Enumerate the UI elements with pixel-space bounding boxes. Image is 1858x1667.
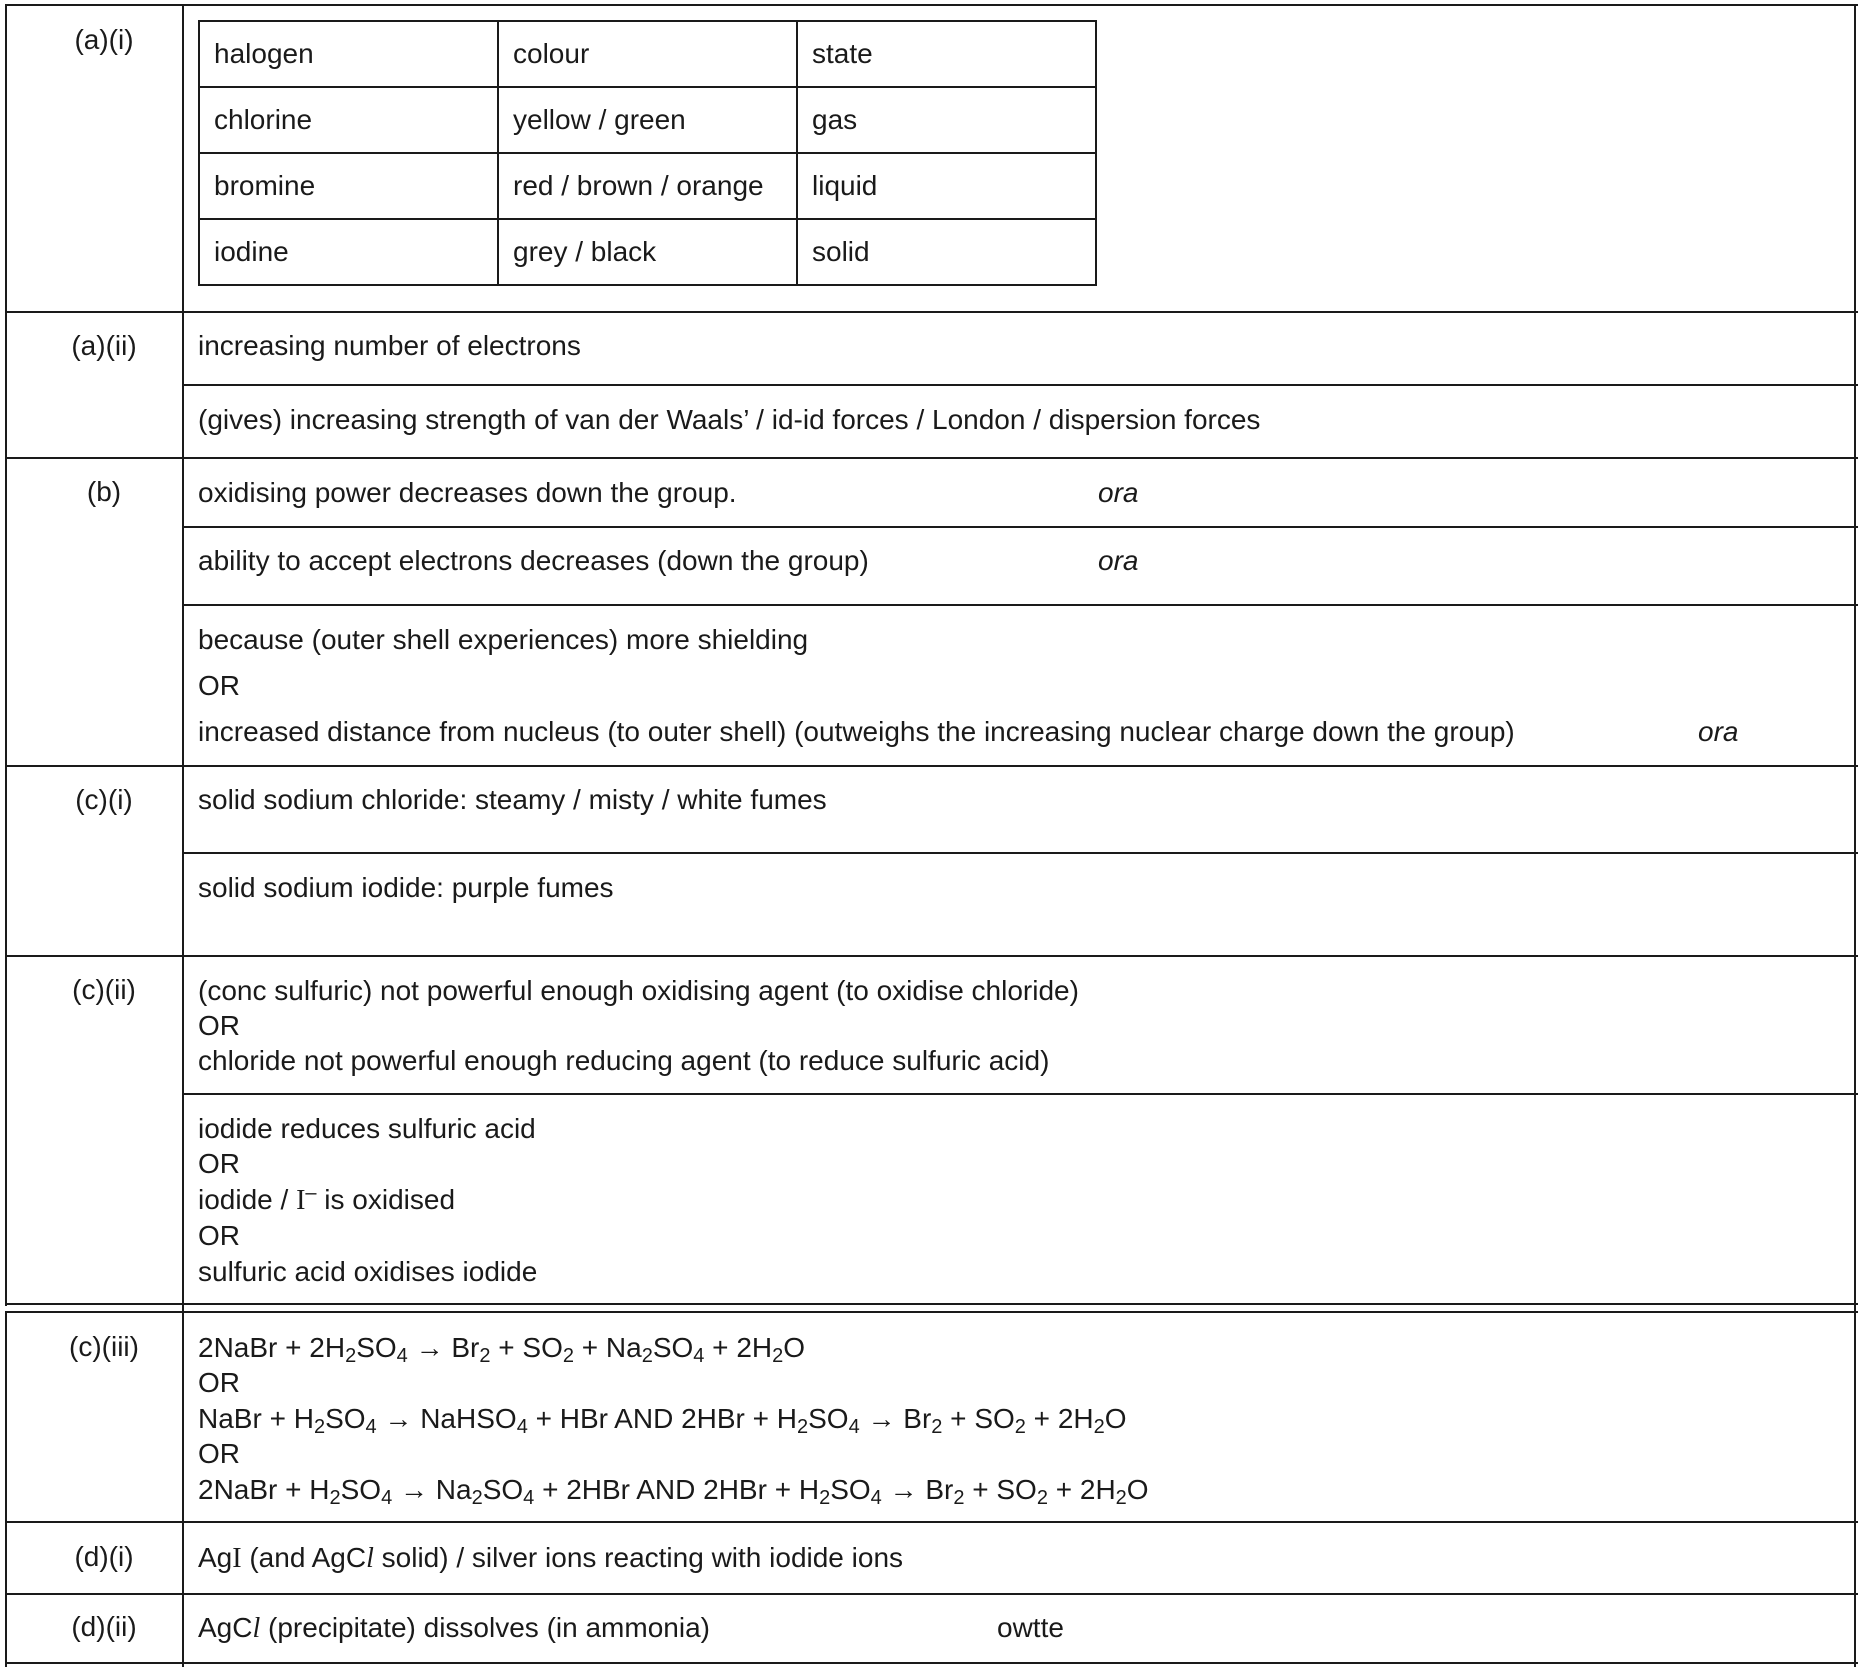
row-divider: [6, 955, 1858, 957]
table-cell: state: [797, 21, 1096, 87]
answer-text: ability to accept electrons decreases (down the group): [198, 545, 869, 576]
table-row: [199, 219, 1096, 285]
halogen-table: [198, 20, 1097, 286]
table-cell: yellow / green: [498, 87, 797, 153]
table-cell: halogen: [199, 21, 498, 87]
answer-text: oxidising power decreases down the group.: [198, 477, 737, 508]
or-text: OR: [198, 1438, 240, 1469]
question-label: (a)(i): [74, 24, 134, 55]
text-fragment: Ag: [198, 1542, 233, 1573]
or-text: OR: [198, 1010, 240, 1041]
question-label: (c)(ii): [72, 974, 136, 1005]
table-cell: solid: [797, 219, 1096, 285]
column-divider: [182, 4, 184, 1667]
answer-text: [198, 1540, 903, 1576]
question-label: (b): [86, 476, 122, 507]
table-row: [199, 153, 1096, 219]
sub-row-divider: [182, 604, 1858, 606]
chlorine-l-symbol: l: [252, 1613, 261, 1644]
sub-row-divider: [182, 1093, 1858, 1095]
answer-text: [198, 1182, 455, 1218]
text-fragment: solid) / silver ions reacting with iodide ions: [373, 1542, 904, 1573]
table-cell: liquid: [797, 153, 1096, 219]
question-label: (c)(iii): [69, 1331, 139, 1362]
table-header-row: [199, 21, 1096, 87]
answer-text: solid sodium chloride: steamy / misty / white fumes: [198, 784, 827, 815]
answer-text: chloride not powerful enough reducing agent (to reduce sulfuric acid): [198, 1045, 1050, 1076]
answer-text: because (outer shell experiences) more shielding: [198, 624, 809, 655]
sub-row-divider: [182, 384, 1858, 386]
table-cell: grey / black: [498, 219, 797, 285]
answer-text: (gives) increasing strength of van der Waals’ / id-id forces / London / dispersion forces: [198, 404, 1261, 435]
answer-text: (conc sulfuric) not powerful enough oxidising agent (to oxidise chloride): [198, 975, 1079, 1006]
table-row: [199, 87, 1096, 153]
answer-text: solid sodium iodide: purple fumes: [198, 872, 614, 903]
row-divider: [6, 1521, 1858, 1523]
ora-note: ora: [1098, 545, 1139, 576]
left-border: [5, 4, 7, 1306]
table-cell: colour: [498, 21, 797, 87]
text-fragment: AgC: [198, 1612, 253, 1643]
or-text: OR: [198, 1148, 240, 1179]
equation-3: 2NaBr + $H_2SO_4 \to Na_2SO_4 + 2HBr$ AND $2HBr + H_2SO_4 \to Br_2 + SO_2 + 2H_2O$: [198, 1474, 1149, 1509]
table-cell: gas: [797, 87, 1096, 153]
question-label: (d)(ii): [71, 1611, 137, 1642]
row-divider: [6, 1311, 1858, 1313]
row-divider: [6, 1303, 1858, 1305]
answer-text: increasing number of electrons: [198, 330, 581, 361]
text-fragment: (and AgC: [241, 1542, 367, 1573]
table-cell: iodine: [199, 219, 498, 285]
ora-note: ora: [1698, 716, 1739, 747]
row-divider: [6, 1662, 1858, 1664]
iodide-symbol: I: [296, 1185, 306, 1216]
chlorine-l-symbol: l: [366, 1543, 374, 1574]
charge-superscript: –: [305, 1182, 317, 1204]
owtte-note: owtte: [997, 1612, 1064, 1643]
equation-1: 2NaBr + $2H_2SO_4 \to Br_2 + SO_2 + Na_2SO_4 + 2H_2O$: [198, 1332, 806, 1367]
left-border: [5, 1311, 7, 1667]
row-divider: [6, 311, 1858, 313]
or-text: OR: [198, 670, 240, 701]
row-divider: [6, 457, 1858, 459]
text-fragment: (precipitate) dissolves (in ammonia): [260, 1612, 710, 1643]
question-label: (a)(ii): [71, 330, 137, 361]
table-cell: red / brown / orange: [498, 153, 797, 219]
or-text: OR: [198, 1367, 240, 1398]
sub-row-divider: [182, 852, 1858, 854]
answer-text: sulfuric acid oxidises iodide: [198, 1256, 538, 1287]
row-divider: [6, 765, 1858, 767]
row-divider: [6, 4, 1858, 6]
ora-note: ora: [1098, 477, 1139, 508]
sub-row-divider: [182, 526, 1858, 528]
table-cell: chlorine: [199, 87, 498, 153]
iodide-symbol: I: [232, 1543, 242, 1574]
answer-text: iodide reduces sulfuric acid: [198, 1113, 536, 1144]
text-fragment: is oxidised: [316, 1184, 456, 1215]
question-label: (d)(i): [74, 1541, 134, 1572]
question-label: (c)(i): [75, 784, 133, 815]
or-text: OR: [198, 1220, 240, 1251]
row-divider: [6, 1593, 1858, 1595]
answer-text: increased distance from nucleus (to outer shell) (outweighs the increasing nuclear charge down the group): [198, 716, 1515, 747]
text-fragment: iodide /: [198, 1184, 297, 1215]
equation-2: NaBr + $H_2SO_4$ → NaHSO$_4$ + HBr AND $2HBr + H_2SO_4 \to Br_2 + SO_2 + 2H_2O$: [198, 1403, 1127, 1438]
right-border: [1854, 4, 1856, 1667]
table-cell: bromine: [199, 153, 498, 219]
answer-text: [198, 1610, 710, 1646]
